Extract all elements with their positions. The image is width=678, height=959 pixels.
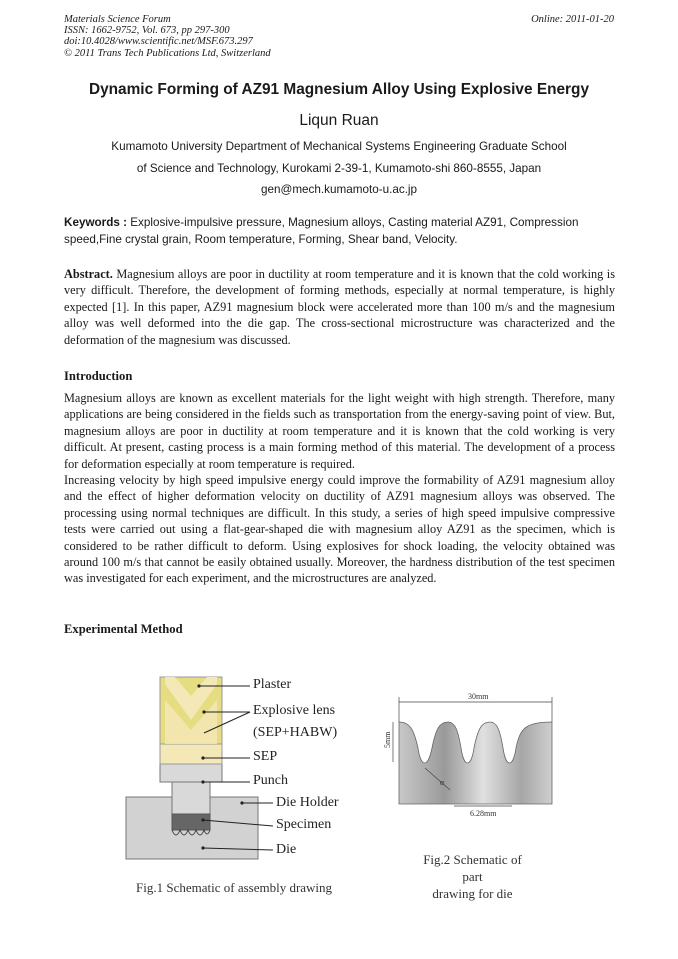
introduction-paragraph-2: Increasing velocity by high speed impulsive energy could improve the formability of AZ91 magnesium alloy and the effect of higher deformation velocity on ductility of AZ91 magnesium alloys was observed. The processing using normal techniques are difficult. In this study, a series of high speed impulsive compressive tests were carried out using a flat-gear-shaped die with magnesium alloy AZ91 as the specimen, which is considered to be rather difficult to deform. Using explosives for shock loading, the velocity obtained was around 100 m/s that cannot be easily obtained usually. Moreover, the hardness distribution of the test specimen was investigated for each experiment, and the microstructures are analyzed.: [64, 473, 615, 586]
keywords-label: Keywords :: [64, 216, 127, 229]
label-punch: Punch: [253, 773, 288, 788]
paper-title: Dynamic Forming of AZ91 Magnesium Alloy Using Explosive Energy: [88, 81, 589, 98]
die-part-body: [399, 722, 552, 804]
doi-line: doi:10.4028/www.scientific.net/MSF.673.297: [64, 36, 253, 48]
fig1-caption: Fig.1 Schematic of assembly drawing: [136, 880, 333, 895]
dim-angle-label: α: [440, 778, 445, 787]
author-email: gen@mech.kumamoto-u.ac.jp: [260, 183, 418, 196]
dim-pitch-label: 6.28mm: [470, 809, 497, 818]
experimental-heading: Experimental Method: [64, 622, 183, 636]
introduction-heading: Introduction: [64, 369, 133, 383]
issn-line: ISSN: 1662-9752, Vol. 673, pp 297-300: [64, 25, 230, 37]
journal-name: Materials Science Forum: [64, 14, 171, 25]
abstract-label: Abstract.: [64, 267, 113, 281]
abstract-text: Magnesium alloys are poor in ductility at room temperature and it is known that the cold working is very difficult. Therefore, the development of forming methods, especially at normal temperature, is highly expected [1]. In this paper, AZ91 magnesium block were accelerated more than 100 m/s and the magnesium alloy was well deformed into the die gap. The cross-sectional microstructure was characterized and the deformation of the magnesium was discussed.: [64, 267, 615, 347]
label-specimen: Specimen: [276, 817, 332, 832]
copyright-line: © 2011 Trans Tech Publications Ltd, Switzerland: [64, 47, 271, 59]
label-plaster: Plaster: [253, 677, 292, 692]
affiliation-line-2: of Science and Technology, Kurokami 2-39-1, Kumamoto-shi 860-8555, Japan: [136, 161, 542, 175]
label-explosive-lens-composition: (SEP+HABW): [253, 725, 338, 740]
fig2-caption-line-2: drawing for die: [432, 886, 513, 901]
keywords-text: Explosive-impulsive pressure, Magnesium alloys, Casting material AZ91, Compression speed,Fine crystal grain, Room temperature, Forming, Shear band, Velocity.: [64, 216, 579, 246]
fig2-caption: [415, 851, 530, 902]
label-die: Die: [276, 842, 297, 857]
label-die-holder: Die Holder: [276, 795, 339, 810]
online-date: Online: 2011-01-20: [531, 14, 614, 25]
label-sep: SEP: [253, 749, 278, 764]
fig2-caption-line-1: Fig.2 Schematic of part: [423, 852, 522, 884]
dim-width-label: 30mm: [468, 692, 489, 701]
introduction-paragraph-1: Magnesium alloys are known as excellent materials for the light weight with high strength. Therefore, many applications are being considered in the fields such as transportation from the energy-saving point of view. But, magnesium alloys are poor in ductility at room temperature and it is known that the cold working is very difficult. At present, casting process is a main forming method of this material. The development of a process for deformation especially at room temperature is required.: [64, 391, 615, 471]
affiliation-line-1: Kumamoto University Department of Mechanical Systems Engineering Graduate School: [111, 140, 567, 153]
dim-height-label: 5mm: [383, 731, 392, 748]
label-explosive-lens: Explosive lens: [253, 703, 336, 718]
author-name: Liqun Ruan: [299, 112, 379, 129]
